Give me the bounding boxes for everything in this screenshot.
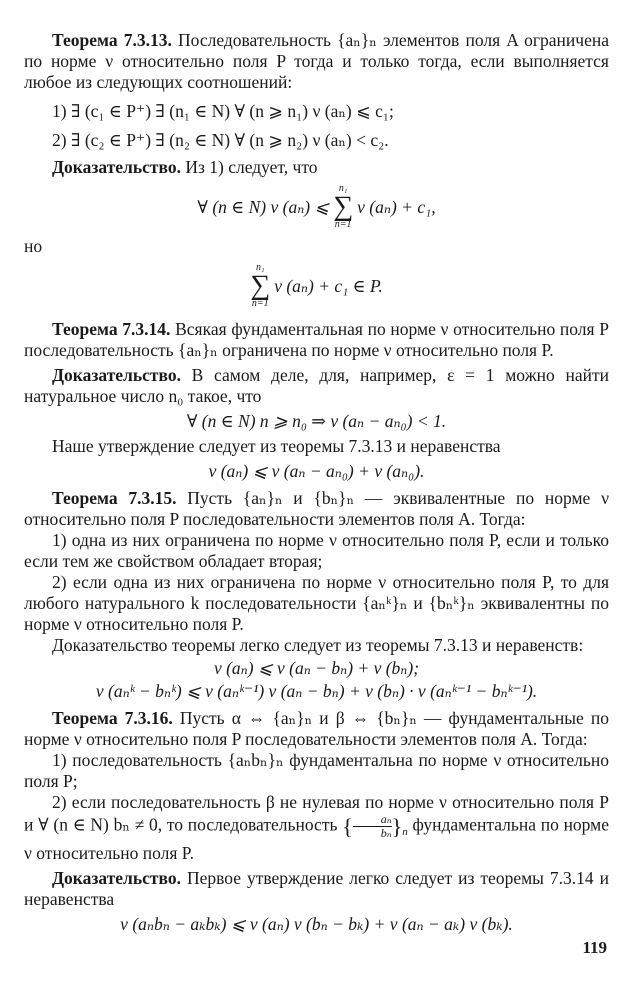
sum-upper: n₁ [255,262,265,273]
proof-heading: Доказательство. [52,868,181,889]
formula: ν (aₙᵏ − bₙᵏ) ⩽ ν (aₙᵏ⁻¹) ν (aₙ − bₙ) + ν (bₙ) · ν (aₙᵏ⁻¹ − bₙᵏ⁻¹). [95,681,538,701]
fraction [353,813,392,840]
theorem-heading: Теорема 7.3.15. [52,488,177,508]
theorem-heading: Теорема 7.3.13. [52,30,172,50]
proof-heading: Доказательство. [52,365,181,385]
item-2: 2) если последовательность β не нулевая по норме ν относительно поля P и ∀ (n ∈ N) bₙ ≠ 0, то последовательность { $\frac{\text{aₙ}}{\text{bₙ}}$ }$_n$ фундаментальна по норме ν относительно поля P. [24,792,610,864]
proof-paragraph [24,365,609,407]
text-paragraph: Доказательство теоремы легко следует из теоремы 7.3.13 и неравенств: [52,635,584,655]
sum-lower: n=1 [251,298,269,309]
formula: ν (aₙbₙ − aₖbₖ) ⩽ ν (aₙ) ν (bₙ − bₖ) + ν (aₙ − aₖ) ν (bₖ). [120,914,513,935]
page-number: 119 [582,938,607,957]
formula-right: ν (aₙ) + c₁ ∈ P. [274,275,383,296]
theorem-7-3-16 [24,708,609,750]
theorem-heading: Теорема 7.3.14. [52,319,171,339]
formula: ν (aₙ) ⩽ ν (aₙ − bₙ) + ν (bₙ); [213,658,420,678]
fraction-numerator: aₙ [380,812,392,826]
sum-upper: n₁ [338,183,348,194]
item-text: 2) если последовательность β не нулевая по норме ν относительно поля P и ∀ (n ∈ N) bₙ ≠ 0, то последовательность [24,792,609,835]
theorem-7-3-13 [24,30,609,93]
formula-left: ∀ (n ∈ N) ν (aₙ) ⩽ [197,196,330,217]
item-2: 2) если одна из них ограничена по норме ν относительно поля P, то для любого натурального k последовательности {aₙᵏ}ₙ и {bₙᵏ}ₙ эквивалентны по норме ν относительно поля P. [24,572,609,634]
theorem-7-3-15 [24,488,609,530]
proof-text: В самом деле, для, например, ε = 1 можно найти натуральное число n₀ такое, что [24,365,609,406]
formula: ν (aₙ) ⩽ ν (aₙ − aₙ₀) + ν (aₙ₀). [208,461,425,481]
theorem-text: Пусть α ⇔ {aₙ}ₙ и β ⇔ {bₙ}ₙ — фундаментальные по норме ν относительно поля P последовательности элементов поля A. Тогда: [24,708,610,749]
proof-paragraph [24,157,609,178]
text-paragraph: Наше утверждение следует из теоремы 7.3.13 и неравенства [52,436,501,456]
theorem-text: Всякая фундаментальная по норме ν относительно поля P последовательность {aₙ}ₙ ограничена по норме ν относительно поля P. [24,319,609,360]
proof-paragraph [24,868,609,910]
item-1: 1) одна из них ограничена по норме ν относительно поля P, если и только если тем же свойством обладает вторая; [24,530,609,571]
connector-text: но [24,236,43,256]
item-text: фундаментальна по норме ν относительно поля P. [24,814,610,864]
formula-sum-2 [24,263,609,309]
sum-symbol: n₁ ∑ n=1 [250,262,271,309]
theorem-7-3-14 [24,319,609,361]
sum-symbol: n₁ ∑ n=1 [333,183,354,230]
proof-heading: Доказательство. [52,157,181,177]
condition-2: 2) ∃ (c₂ ∈ P⁺) ∃ (n₂ ∈ N) ∀ (n ⩾ n₂) ν (aₙ) < c₂. [52,130,389,150]
theorem-text: Последовательность {aₙ}ₙ элементов поля A ограничена по норме ν относительно поля P тогда и только тогда, если выполняется любое из следующих соотношений: [24,30,609,92]
fraction-subscript: n [402,826,408,839]
condition-1: 1) ∃ (c₁ ∈ P⁺) ∃ (n₁ ∈ N) ∀ (n ⩾ n₁) ν (aₙ) ⩽ c₁; [52,101,394,121]
proof-text: Первое утверждение легко следует из теоремы 7.3.14 и неравенства [24,868,609,910]
formula-right: ν (aₙ) + c₁, [357,196,436,217]
page-content [24,30,609,939]
theorem-text: Пусть {aₙ}ₙ и {bₙ}ₙ — эквивалентные по норме ν относительно поля P последовательности элементов поля A. Тогда: [24,488,609,529]
theorem-heading: Теорема 7.3.16. [52,708,173,728]
sum-lower: n=1 [334,219,352,230]
item-1: 1) последовательность {aₙbₙ}ₙ фундаментальна по норме ν относительно поля P; [24,750,609,791]
proof-text: Из 1) следует, что [185,157,318,177]
fraction-denominator: bₙ [380,826,392,840]
formula: ∀ (n ∈ N) n ⩾ n₀ ⇒ ν (aₙ − aₙ₀) < 1. [186,411,447,431]
formula-sum-1 [24,184,609,230]
